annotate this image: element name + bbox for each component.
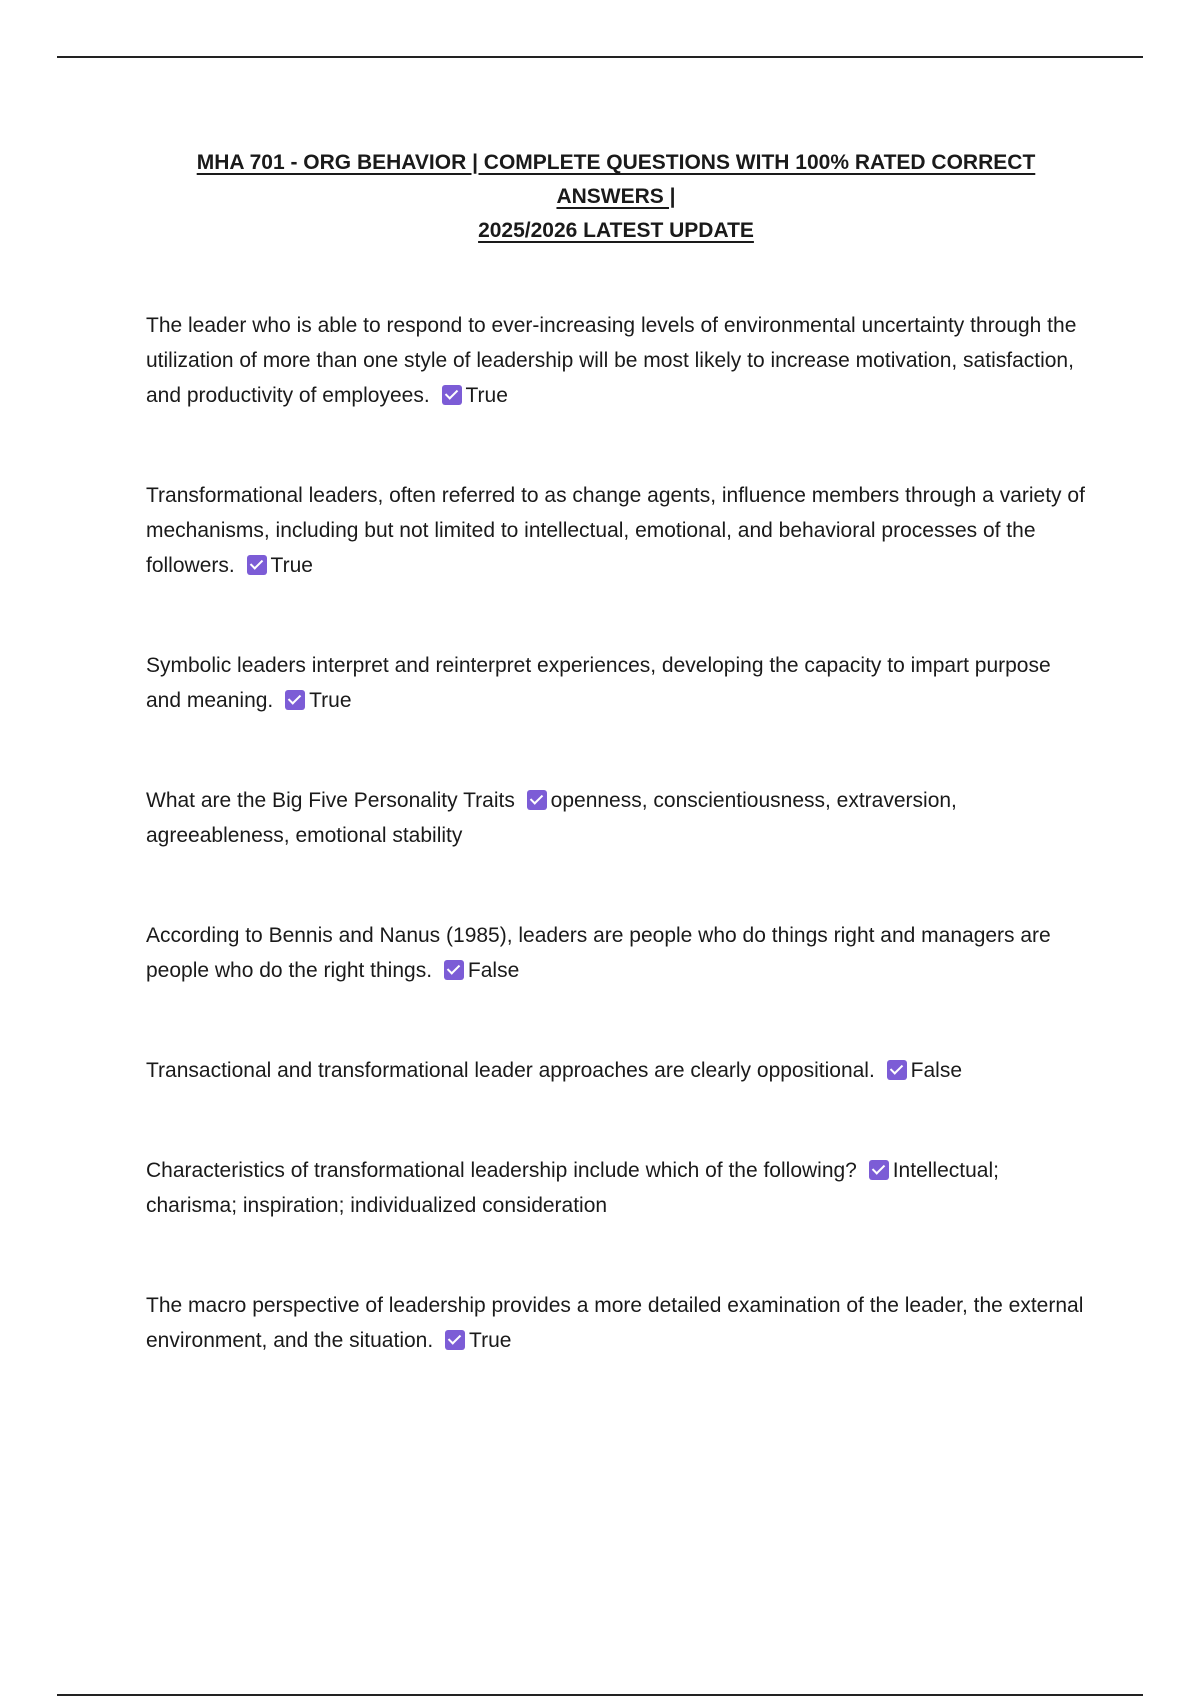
qa-item-2 xyxy=(146,478,1086,583)
document-title xyxy=(146,146,1086,248)
qa-item-7 xyxy=(146,1153,1086,1223)
question-text: The macro perspective of leadership provides a more detailed examination of the leader, the external environment, and the situation. xyxy=(146,1294,1084,1352)
document-body xyxy=(146,146,1086,1423)
check-box-icon xyxy=(869,1160,889,1180)
question-text: Characteristics of transformational leadership include which of the following? xyxy=(146,1159,857,1182)
answer-text: False xyxy=(910,1059,963,1082)
check-box-icon xyxy=(285,690,305,710)
answer-text: True xyxy=(270,554,313,577)
question-text: According to Bennis and Nanus (1985), leaders are people who do things right and managers are people who do the right things. xyxy=(146,924,1051,982)
check-box-icon xyxy=(442,385,462,405)
answer-text: True xyxy=(469,1329,512,1352)
title-line-2: 2025/2026 LATEST UPDATE xyxy=(478,219,754,242)
check-box-icon xyxy=(527,790,547,810)
qa-item-6 xyxy=(146,1053,1086,1088)
question-text: Transformational leaders, often referred to as change agents, influence members through a variety of mechanisms, including but not limited to intellectual, emotional, and behavioral processes of the followers. xyxy=(146,484,1085,577)
title-line-1: MHA 701 - ORG BEHAVIOR | COMPLETE QUESTIONS WITH 100% RATED CORRECT ANSWERS | xyxy=(196,151,1036,208)
answer-text: openness, conscientiousness, extraversion, agreeableness, emotional stability xyxy=(146,789,957,847)
check-box-icon xyxy=(247,555,267,575)
qa-item-3 xyxy=(146,648,1086,718)
bottom-rule xyxy=(57,1694,1143,1696)
question-text: Transactional and transformational leader approaches are clearly oppositional. xyxy=(146,1059,875,1082)
qa-item-1 xyxy=(146,308,1086,413)
check-box-icon xyxy=(444,960,464,980)
check-box-icon xyxy=(445,1330,465,1350)
qa-item-8 xyxy=(146,1288,1086,1358)
question-text: What are the Big Five Personality Traits xyxy=(146,789,515,812)
answer-text: True xyxy=(309,689,352,712)
qa-item-4 xyxy=(146,783,1086,853)
top-rule xyxy=(57,56,1143,58)
answer-text: True xyxy=(465,384,508,407)
qa-item-5 xyxy=(146,918,1086,988)
answer-text: False xyxy=(467,959,520,982)
question-text: Symbolic leaders interpret and reinterpret experiences, developing the capacity to impart purpose and meaning. xyxy=(146,654,1051,712)
check-box-icon xyxy=(887,1060,907,1080)
question-text: The leader who is able to respond to ever-increasing levels of environmental uncertainty through the utilization of more than one style of leadership will be most likely to increase motivation, satisfaction, and productivity of employees. xyxy=(146,314,1077,407)
answer-text: Intellectual; charisma; inspiration; individualized consideration xyxy=(146,1159,999,1217)
